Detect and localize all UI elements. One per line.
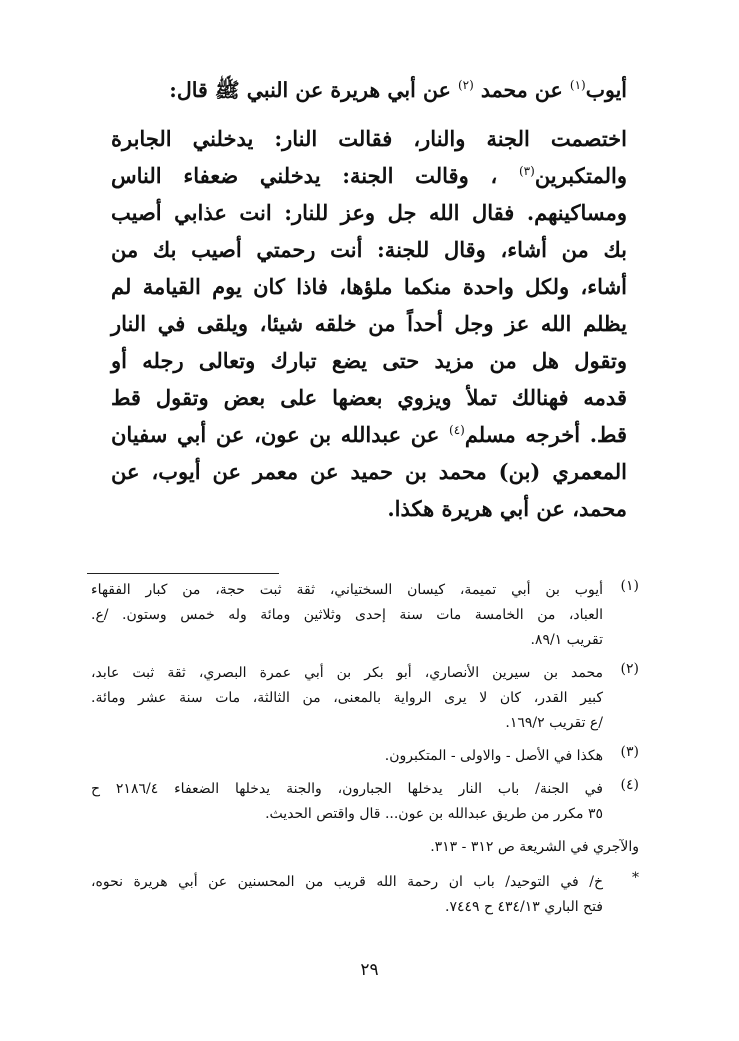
text-segment: والمتكبرين (534, 163, 628, 188)
footnote-line: هكذا في الأصل - والاولى - المتكبرون. (384, 748, 603, 764)
footnote-line: كبير القدر، كان لا يرى الرواية بالمعنى، من الثالثة، مات سنة عشر ومائة. (91, 690, 603, 706)
text-segment: قط. أخرجه مسلم (464, 422, 627, 447)
footnote-number: (٣) (620, 744, 639, 760)
footnote-line: ٣٥ مكرر من طريق عبدالله بن عون... قال واقتص الحديث. (265, 806, 603, 822)
text-line-6: أشاء، ولكل واحدة منكما ملؤها، فاذا كان يوم القيامة لم (111, 274, 627, 299)
text-segment: أيوب (585, 78, 627, 102)
footnote-1 (91, 578, 639, 653)
footnote-ref-3[interactable]: (٣) (518, 164, 535, 178)
text-line-11: المعمري (بن) محمد بن حميد عن معمر عن أيوب، عن (111, 459, 627, 484)
text-line-4: ومساكينهم. فقال الله جل وعز للنار: انت عذابي أصيب (111, 200, 627, 225)
footnote-number: (٤) (620, 777, 639, 793)
footnote-ref-4[interactable]: (٤) (449, 423, 465, 437)
footnotes (91, 578, 639, 928)
footnote-divider (87, 573, 279, 574)
text-line-8: وتقول هل من مزيد حتى يضع تبارك وتعالى رجله أو (111, 348, 627, 373)
footnote-continuation: والآجري في الشريعة ص ٣١٢ - ٣١٣. (430, 839, 639, 855)
footnote-line: تقريب ٨٩/١. (530, 632, 603, 648)
text-line-1 (111, 72, 627, 109)
footnote-2 (91, 661, 639, 736)
text-segment: عن أبي هريرة عن النبي ﷺ قال: (169, 78, 451, 102)
star-mark: * (632, 870, 639, 886)
text-line-3 (111, 157, 627, 194)
main-text (111, 72, 627, 527)
page-number: ٢٩ (360, 960, 379, 980)
footnote-line: خ/ في التوحيد/ باب ان رحمة الله قريب من المحسنين عن أبي هريرة نحوه، (91, 874, 603, 890)
text-segment: عن عبدالله بن عون، عن أبي سفيان (111, 422, 440, 447)
text-line-9: قدمه فهنالك تملأ ويزوي بعضها على بعض وتقول قط (111, 385, 627, 410)
text-line-10 (111, 416, 627, 453)
footnote-line: /ع تقريب ١٦٩/٢. (505, 715, 603, 731)
footnote-line: في الجنة/ باب النار يدخلها الجبارون، والجنة يدخلها الضعفاء ٢١٨٦/٤ ح (91, 781, 603, 797)
footnote-4 (91, 777, 639, 827)
footnote-ref-2[interactable]: (٢) (457, 78, 474, 93)
footnote-line: العباد، من الخامسة مات سنة إحدى وثلاثين ومائة وله خمس وستون. /ع. (91, 607, 603, 623)
footnote-number: (٢) (620, 661, 639, 677)
footnote-line: أيوب بن أبي تميمة، كيسان السختياني، ثقة ثبت حجة، من كبار الفقهاء (91, 582, 603, 598)
text-segment: ، وقالت الجنة: يدخلني ضعفاء الناس (111, 163, 498, 188)
text-line-12: محمد، عن أبي هريرة هكذا. (387, 496, 627, 521)
text-line-7: يظلم الله عز وجل أحداً من خلقه شيئا، ويلقى في النار (111, 311, 627, 336)
text-line-2: اختصمت الجنة والنار، فقالت النار: يدخلني الجابرة (111, 126, 627, 151)
star-note (91, 870, 639, 920)
footnote-number: (١) (620, 578, 639, 594)
footnote-3 (91, 744, 639, 769)
footnote-line: محمد بن سيرين الأنصاري، أبو بكر بن أبي عمرة البصري، ثقة ثبت عابد، (91, 665, 603, 681)
text-line-5: بك من أشاء، وقال للجنة: أنت رحمتي أصيب بك من (111, 237, 627, 262)
text-segment: عن محمد (480, 78, 563, 102)
footnote-ref-1[interactable]: (١) (569, 78, 586, 93)
footnote-line: فتح الباري ٤٣٤/١٣ ح ٧٤٤٩. (444, 899, 603, 915)
